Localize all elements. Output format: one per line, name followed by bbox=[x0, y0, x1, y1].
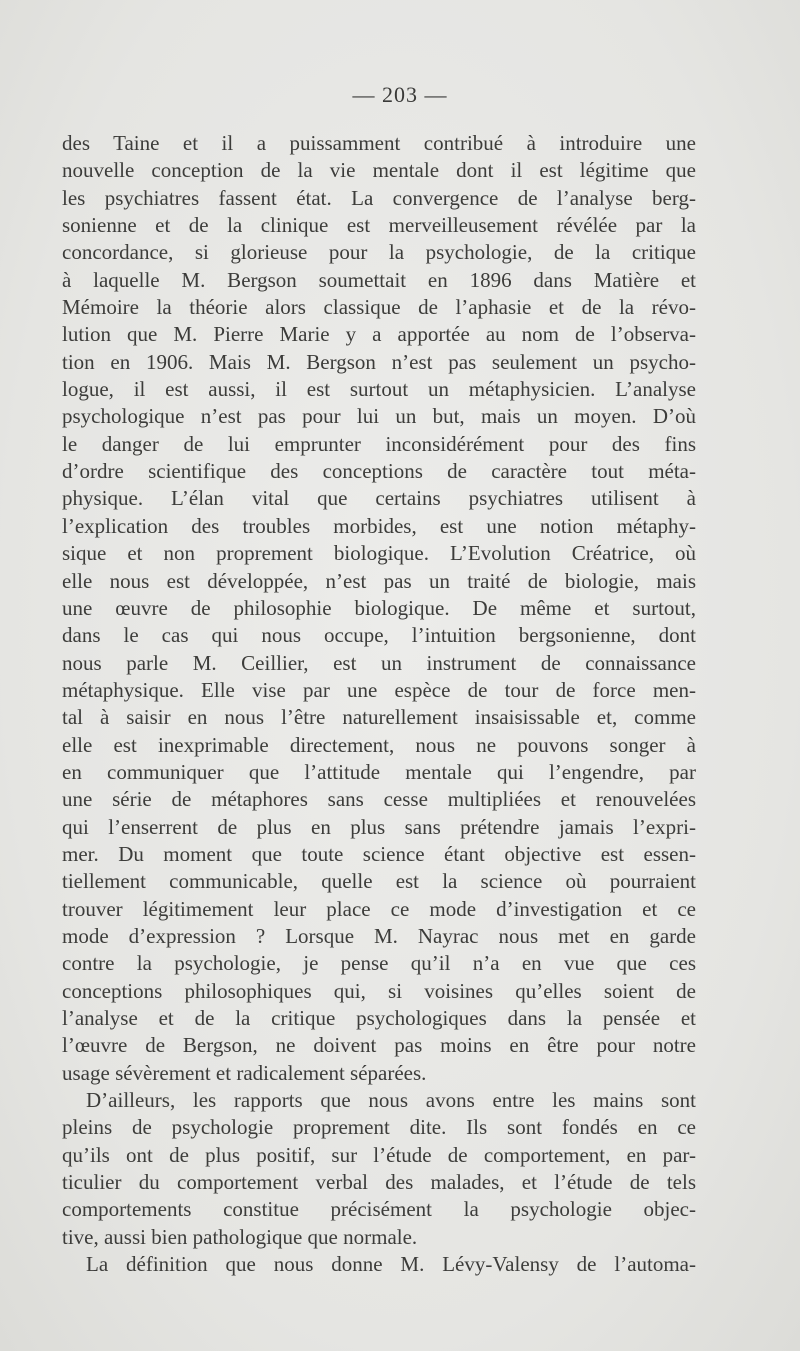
text-line: tion en 1906. Mais M. Bergson n’est pas seulement un psycho- bbox=[62, 349, 696, 374]
text-line: métaphysique. Elle vise par une espèce de tour de force men- bbox=[62, 677, 696, 702]
text-line: elle est inexprimable directement, nous ne pouvons songer à bbox=[62, 732, 696, 757]
text-line: nous parle M. Ceillier, est un instrument de connaissance bbox=[62, 650, 696, 675]
text-line: comportements constitue précisément la psychologie objec- bbox=[62, 1197, 696, 1222]
text-line: sique et non proprement biologique. L’Evolution Créatrice, où bbox=[62, 541, 696, 566]
text-line: qu’ils ont de plus positif, sur l’étude de comportement, en par- bbox=[62, 1142, 696, 1167]
text-line: elle nous est développée, n’est pas un traité de biologie, mais bbox=[62, 568, 696, 593]
text-line: pleins de psychologie proprement dite. Ils sont fondés en ce bbox=[62, 1115, 696, 1140]
text-line: ticulier du comportement verbal des malades, et l’étude de tels bbox=[62, 1170, 696, 1195]
text-line: tive, aussi bien pathologique que normale. bbox=[62, 1224, 418, 1249]
body-text bbox=[62, 130, 696, 1278]
text-line: d’ordre scientifique des conceptions de caractère tout méta- bbox=[62, 459, 696, 484]
text-line: physique. L’élan vital que certains psychiatres utilisent à bbox=[62, 486, 696, 511]
text-line: une série de métaphores sans cesse multipliées et renouvelées bbox=[62, 787, 696, 812]
text-line: sonienne et de la clinique est merveilleusement révélée par la bbox=[62, 213, 696, 238]
text-line: l’explication des troubles morbides, est une notion métaphy- bbox=[62, 513, 696, 538]
text-line: mer. Du moment que toute science étant objective est essen- bbox=[62, 841, 696, 866]
text-line: en communiquer que l’attitude mentale qui l’engendre, par bbox=[62, 759, 696, 784]
page-number: — 203 — bbox=[352, 82, 448, 107]
text-line: à laquelle M. Bergson soumettait en 1896 dans Matière et bbox=[62, 267, 696, 292]
text-line: D’ailleurs, les rapports que nous avons entre les mains sont bbox=[86, 1088, 696, 1113]
text-line: les psychiatres fassent état. La convergence de l’analyse berg- bbox=[62, 185, 696, 210]
text-line: tiellement communicable, quelle est la science où pourraient bbox=[62, 869, 696, 894]
text-line: dans le cas qui nous occupe, l’intuition bergsonienne, dont bbox=[62, 623, 696, 648]
text-line: contre la psychologie, je pense qu’il n’a en vue que ces bbox=[62, 951, 696, 976]
text-line: l’analyse et de la critique psychologiques dans la pensée et bbox=[62, 1006, 696, 1030]
text-line: nouvelle conception de la vie mentale dont il est légitime que bbox=[62, 158, 696, 183]
text-line: trouver légitimement leur place ce mode d’investigation et ce bbox=[62, 896, 696, 921]
text-line: La définition que nous donne M. Lévy-Valensy de l’automa- bbox=[86, 1252, 696, 1277]
text-line: usage sévèrement et radicalement séparées. bbox=[62, 1060, 427, 1085]
text-line: une œuvre de philosophie biologique. De même et surtout, bbox=[62, 595, 696, 620]
text-line: qui l’enserrent de plus en plus sans prétendre jamais l’expri- bbox=[62, 814, 696, 839]
text-line: lution que M. Pierre Marie y a apportée au nom de l’observa- bbox=[62, 322, 696, 347]
text-line: le danger de lui emprunter inconsidérément pour des fins bbox=[62, 431, 696, 456]
text-line: concordance, si glorieuse pour la psychologie, de la critique bbox=[62, 240, 696, 265]
text-line: Mémoire la théorie alors classique de l’aphasie et de la révo- bbox=[62, 295, 696, 320]
text-line: des Taine et il a puissamment contribué à introduire une bbox=[62, 131, 696, 155]
text-line: logue, il est aussi, il est surtout un métaphysicien. L’analyse bbox=[62, 377, 696, 402]
text-line: conceptions philosophiques qui, si voisines qu’elles soient de bbox=[62, 978, 696, 1003]
text-line: psychologique n’est pas pour lui un but, mais un moyen. D’où bbox=[62, 404, 696, 429]
text-line: tal à saisir en nous l’être naturellement insaisissable et, comme bbox=[62, 705, 696, 730]
text-line: mode d’expression ? Lorsque M. Nayrac nous met en garde bbox=[62, 923, 696, 948]
text-line: l’œuvre de Bergson, ne doivent pas moins en être pour notre bbox=[62, 1033, 696, 1058]
